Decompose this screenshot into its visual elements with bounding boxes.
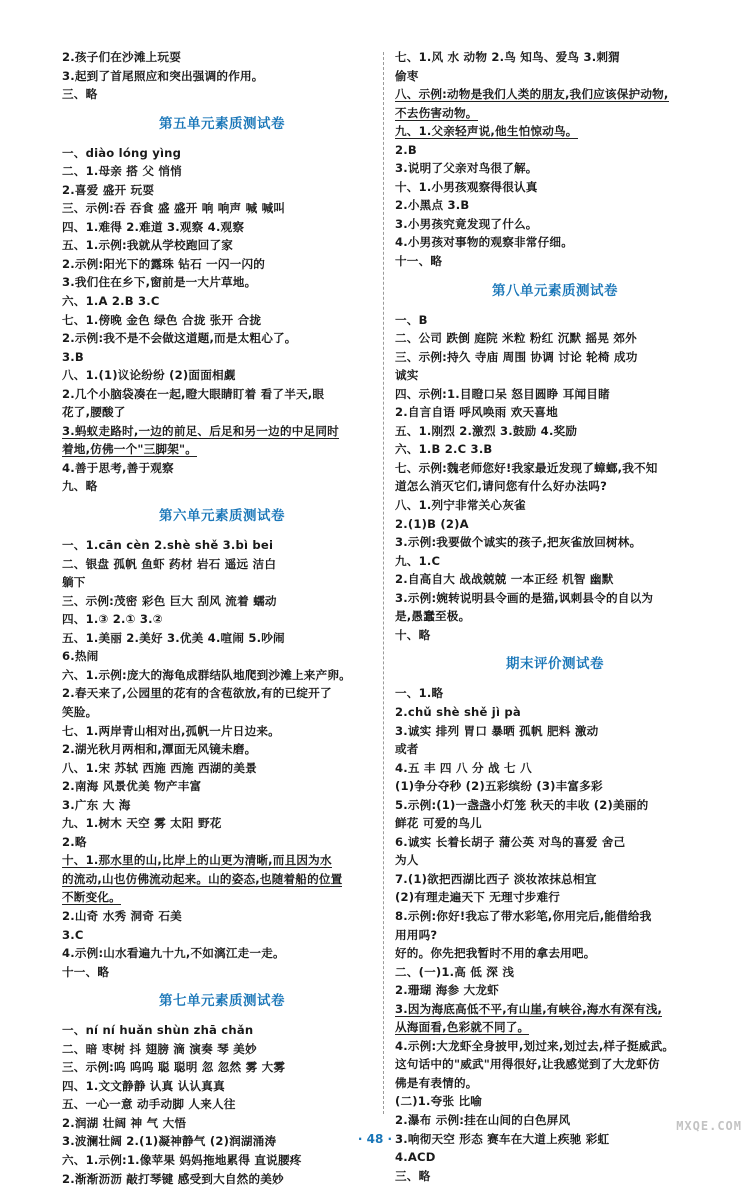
answer-line-underlined	[395, 85, 715, 104]
answer-line: 2.南海 风景优美 物产丰富	[62, 779, 202, 794]
answer-line: 四、1.难得 2.难道 3.观察 4.观察	[62, 219, 245, 234]
answer-line: 这句话中的"威武"用得很好,让我感觉到了大龙虾仿	[395, 1057, 660, 1072]
watermark-logo: MXQE.COM	[676, 1119, 742, 1133]
answer-line: 3.C	[62, 927, 84, 942]
answer-line: 2.(1)B (2)A	[395, 516, 469, 531]
answer-line: 十一、略	[62, 964, 110, 979]
section-title: 第七单元素质测试卷	[159, 993, 285, 1010]
section-title: 第五单元素质测试卷	[159, 115, 285, 132]
answer-line: 2.小黑点 3.B	[395, 198, 470, 213]
answer-line: 2.孩子们在沙滩上玩耍	[62, 50, 182, 64]
answer-line: 4.善于思考,善于观察	[62, 460, 174, 475]
underlined-text: 九、1.父亲轻声说,他生怕惊动鸟。	[395, 124, 578, 139]
answer-line: 好的。你先把我暂时不用的拿去用吧。	[395, 946, 596, 961]
answer-line: 2.几个小脑袋凑在一起,瞪大眼睛盯着 看了半天,眼	[62, 386, 325, 401]
answer-line: 一、1.略	[395, 686, 444, 701]
answer-line: 花了,腰酸了	[62, 405, 126, 420]
answer-line: 2.渐渐沥沥 敲打琴键 感受到大自然的美妙	[62, 1171, 284, 1186]
answer-line: 七、1.傍晚 金色 绿色 合拢 张开 合拢	[62, 312, 262, 327]
underlined-text: 不断变化。	[62, 890, 121, 905]
answer-line: 8.示例:你好!我忘了带水彩笔,你用完后,能借给我	[395, 908, 652, 923]
underlined-text: 着地,仿佛一个"三脚架"。	[62, 442, 198, 457]
answer-line: 道怎么消灭它们,请问您有什么好办法吗?	[395, 479, 608, 494]
answer-line: 3.起到了首尾照应和突出强调的作用。	[62, 68, 264, 83]
answer-line: 四、示例:1.目瞪口呆 怒目圆睁 耳闻目睹	[395, 386, 610, 401]
answer-line: 4.示例:大龙虾全身披甲,划过来,划过去,样子挺威武。	[395, 1038, 675, 1053]
answer-line: 诚实	[395, 368, 419, 383]
answer-line: 七、示例:魏老师您好!我家最近发现了蟑螂,我不知	[395, 460, 658, 475]
answer-line: 2.春天来了,公园里的花有的含苞欲放,有的已绽开了	[62, 686, 332, 701]
underlined-text: 3.蚂蚁走路时,一边的前足、后足和另一边的中足同时	[62, 423, 339, 438]
answer-line: 3.广东 大 海	[62, 797, 131, 812]
underlined-text: 不去伤害动物。	[395, 105, 478, 120]
answer-line: 3.响彻天空 形态 赛车在大道上疾驰 彩虹	[395, 1131, 610, 1146]
answer-line: 2.润湖 壮阔 神 气 大悟	[62, 1115, 187, 1130]
answer-line: 九、1.树木 天空 雾 太阳 野花	[62, 816, 222, 831]
answer-line: 四、1.③ 2.① 3.②	[62, 612, 163, 627]
answer-line: 七、1.两岸青山相对出,孤帆一片日边来。	[62, 723, 280, 738]
answer-line: 三、示例:吞 吞食 盛 盛开 响 响声 喊 喊叫	[62, 201, 286, 216]
answer-line-underlined	[62, 851, 382, 870]
answer-line: 三、示例:持久 寺庙 周围 协调 讨论 轮椅 成功	[395, 349, 638, 364]
answer-line: 3.示例:我要做个诚实的孩子,把灰雀放回树林。	[395, 535, 642, 550]
underlined-text: 八、示例:动物是我们人类的朋友,我们应该保护动物,	[395, 87, 669, 102]
answer-line: 4.ACD	[395, 1150, 436, 1165]
answer-line: 五、1.刚烈 2.激烈 3.鼓励 4.奖励	[395, 423, 578, 438]
answer-line: 3.我们住在乡下,窗前是一大片草地。	[62, 275, 257, 290]
answer-line-underlined	[395, 1018, 715, 1037]
section-title: 期末评价测试卷	[506, 656, 604, 673]
answer-line: 二、公司 跌倒 庭院 米粒 粉红 沉默 摇晃 郊外	[395, 331, 637, 346]
answer-line: 2.B	[395, 142, 417, 157]
answer-line: 是,愚蠢至极。	[395, 609, 471, 624]
answer-line: 躺下	[62, 575, 86, 590]
answer-line: 3.小男孩究竟发现了什么。	[395, 216, 538, 231]
answer-line: 六、1.示例:1.像苹果 妈妈拖地累得 直说腰疼	[62, 1152, 302, 1167]
answer-line: 八、1.宋 苏轼 西施 西施 西湖的美景	[62, 760, 257, 775]
answer-line: 二、1.母亲 搭 父 悄悄	[62, 164, 182, 179]
answer-line-underlined	[62, 870, 382, 889]
answer-line: 一、ní ní huǎn shùn zhā chǎn	[62, 1023, 254, 1038]
answer-line: 3.说明了父亲对鸟很了解。	[395, 161, 538, 176]
page-number: · 48 ·	[357, 1132, 393, 1146]
answer-line: (二)1.夸张 比喻	[395, 1094, 483, 1109]
underlined-text: 的流动,山也仿佛流动起来。山的姿态,也随着船的位置	[62, 871, 343, 886]
answer-line: 二、(一)1.高 低 深 浅	[395, 964, 515, 979]
answer-line: 为人	[395, 853, 419, 868]
answer-line: 三、示例:呜 呜呜 聪 聪明 忽 忽然 雾 大雾	[62, 1060, 286, 1075]
answer-line: 2.示例:我不是不会做这道题,而是太粗心了。	[62, 331, 297, 346]
answer-line: 五、一心一意 动手动脚 人来人往	[62, 1097, 236, 1112]
answer-line: 3.示例:婉转说明县令画的是猫,讽刺县令的自以为	[395, 590, 654, 605]
answer-line: 十一、略	[395, 254, 443, 269]
answer-line-underlined	[395, 122, 715, 141]
answer-line: 六、1.A 2.B 3.C	[62, 294, 160, 309]
answer-line: 2.略	[62, 834, 87, 849]
answer-line: 四、1.文文静静 认真 认认真真	[62, 1078, 225, 1093]
answer-line: 2.chǔ shè shě jì pà	[395, 704, 521, 719]
answer-line: 八、1.列宁非常关心灰雀	[395, 498, 526, 513]
answer-line: 一、1.cān cèn 2.shè shě 3.bì bei	[62, 538, 274, 553]
answer-line-underlined	[395, 1000, 715, 1019]
answer-line: 九、1.C	[395, 553, 441, 568]
answer-line: 6.热闹	[62, 649, 99, 664]
answer-line: 五、1.美丽 2.美好 3.优美 4.喧闹 5.吵闹	[62, 630, 285, 645]
answer-line: 2.喜爱 盛开 玩耍	[62, 182, 155, 197]
answer-line: 二、暗 枣树 抖 翅膀 滴 演奏 琴 美妙	[62, 1041, 257, 1056]
answer-line: 三、略	[62, 87, 98, 102]
answer-line: 十、1.小男孩观察得很认真	[395, 179, 538, 194]
answer-line: (2)有理走遍天下 无理寸步难行	[395, 890, 561, 905]
answer-line: 一、diào lóng yìng	[62, 145, 182, 160]
answer-line: 3.诚实 排列 胃口 暴晒 孤帆 肥料 激动	[395, 723, 599, 738]
left-column	[62, 48, 382, 1188]
answer-line: 2.示例:阳光下的露珠 钻石 一闪一闪的	[62, 256, 266, 271]
answer-line: 7.(1)欲把西湖比西子 淡妆浓抹总相宜	[395, 871, 597, 886]
answer-line: 鲜花 可爱的鸟儿	[395, 816, 482, 831]
answer-line-underlined	[395, 104, 715, 123]
answer-line: 2.自高自大 战战兢兢 一本正经 机智 幽默	[395, 572, 614, 587]
answer-line: 一、B	[395, 312, 428, 327]
answer-line: 三、示例:茂密 彩色 巨大 刮风 流着 蠕动	[62, 593, 277, 608]
underlined-text: 十、1.那水里的山,比岸上的山更为清晰,而且因为水	[62, 853, 332, 868]
answer-line: 八、1.(1)议论纷纷 (2)面面相觑	[62, 368, 236, 383]
answer-line-underlined	[62, 888, 382, 907]
column-divider	[383, 52, 384, 1114]
section-title: 第八单元素质测试卷	[492, 282, 618, 299]
answer-line: (1)争分夺秒 (2)五彩缤纷 (3)丰富多彩	[395, 779, 603, 794]
answer-line: 六、1.B 2.C 3.B	[395, 442, 493, 457]
answer-line: 佛是有表情的。	[395, 1075, 478, 1090]
answer-line: 三、略	[395, 1168, 431, 1183]
answer-line: 五、1.示例:我就从学校跑回了家	[62, 238, 234, 253]
answer-line: 六、1.示例:庞大的海龟成群结队地爬到沙滩上来产卵。	[62, 667, 351, 682]
answer-line: 4.示例:山水看遍九十九,不如漓江走一走。	[62, 946, 285, 961]
right-column	[395, 48, 715, 1185]
answer-line-underlined	[62, 440, 382, 459]
answer-line: 4.五 丰 四 八 分 战 七 八	[395, 760, 532, 775]
section-title: 第六单元素质测试卷	[159, 508, 285, 525]
answer-line: 笑脸。	[62, 704, 98, 719]
answer-line: 十、略	[395, 627, 431, 642]
answer-line: 用用吗?	[395, 927, 438, 942]
underlined-text: 3.因为海底高低不平,有山崖,有峡谷,海水有深有浅,	[395, 1001, 663, 1016]
answer-line: 七、1.风 水 动物 2.鸟 知鸟、爱鸟 3.刺猬	[395, 50, 620, 64]
answer-line: 二、银盘 孤帆 鱼虾 药材 岩石 遥远 洁白	[62, 556, 277, 571]
answer-line: 3.B	[62, 349, 84, 364]
answer-line: 2.湖光秋月两相和,潭面无风镜未磨。	[62, 742, 257, 757]
answer-line: 3.波澜壮阔 2.(1)凝神静气 (2)润湖涌涛	[62, 1134, 277, 1149]
underlined-text: 从海面看,色彩就不同了。	[395, 1020, 530, 1035]
answer-line: 6.诚实 长着长胡子 蒲公英 对鸟的喜爱 舍己	[395, 834, 626, 849]
answer-line-underlined	[62, 422, 382, 441]
answer-line: 2.山奇 水秀 洞奇 石美	[62, 908, 182, 923]
answer-line: 5.示例:(1)一盏盏小灯笼 秋天的丰收 (2)美丽的	[395, 797, 649, 812]
answer-line: 4.小男孩对事物的观察非常仔细。	[395, 235, 573, 250]
answer-line: 2.珊瑚 海参 大龙虾	[395, 983, 499, 998]
answer-line: 九、略	[62, 479, 98, 494]
answer-line: 2.瀑布 示例:挂在山间的白色屏风	[395, 1112, 571, 1127]
answer-line: 或者	[395, 742, 419, 757]
answer-line: 2.自言自语 呼风唤雨 欢天喜地	[395, 405, 558, 420]
answer-line: 偷枣	[395, 68, 419, 83]
